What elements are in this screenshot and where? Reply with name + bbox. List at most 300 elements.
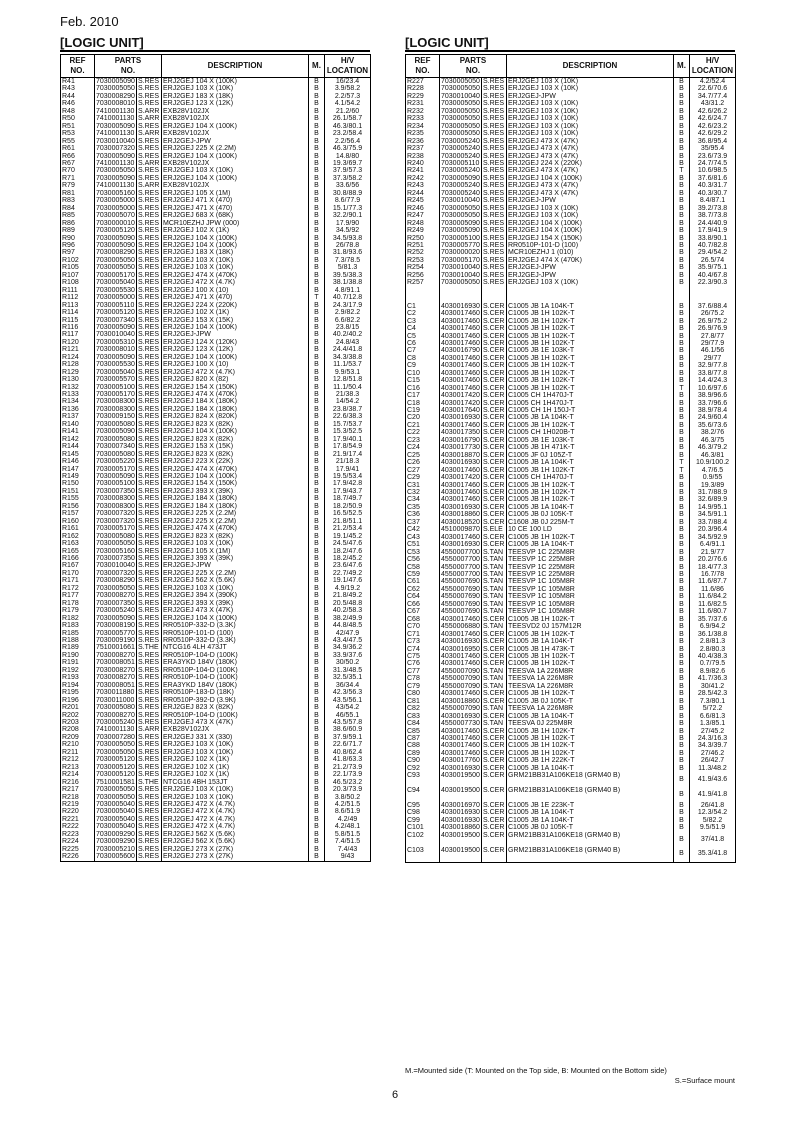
mounted-side: B [674, 616, 690, 623]
parts-no: 4030017460 [441, 332, 480, 340]
mount-type: S.CER [482, 698, 507, 705]
table-row [61, 495, 371, 502]
ref-no: R163 [61, 540, 95, 547]
description: ERJ2GEJ 104 X (100K) [162, 354, 309, 361]
hv-location: 9/43 [325, 853, 371, 861]
description: ERJ2GEJ 102 X (1K) [162, 309, 309, 316]
ref-no: R238 [406, 153, 440, 160]
mounted-side: B [309, 473, 325, 480]
mounted-side: B [674, 832, 690, 847]
mounted-side: B [674, 444, 690, 451]
parts-no: 4030016930 [441, 809, 480, 817]
parts-no: 4030017460 [441, 325, 480, 333]
hv-location: 4.8/91.1 [325, 287, 371, 294]
hv-location: 18.4/77.3 [690, 564, 736, 571]
mount-type: S.RES [137, 436, 162, 443]
table-row [61, 697, 371, 704]
description: ERJ2GEJ 103 X (10K) [507, 115, 674, 122]
hv-location: 46.3/75.9 [325, 145, 371, 152]
mount-type: S.CER [482, 631, 507, 638]
ref-no: C27 [406, 467, 440, 474]
mounted-side: B [674, 123, 690, 130]
table-row [61, 85, 371, 92]
hv-location: 26/75.2 [690, 310, 736, 317]
ref-no: C8 [406, 355, 440, 362]
table-row [406, 511, 736, 518]
hv-location: 9.9/53.1 [325, 369, 371, 376]
mount-type: S.CER [482, 832, 507, 847]
hv-location: 28.5/42.3 [690, 690, 736, 697]
mount-type: S.RES [137, 503, 162, 510]
parts-no: 4550007090 [441, 667, 480, 675]
description: ERJ2GEJ 103 X (10K) [507, 205, 674, 212]
hv-location: 21.8/49.2 [325, 592, 371, 599]
hv-location: 23.8/38.7 [325, 406, 371, 413]
mount-type: S.RES [137, 242, 162, 249]
description: C1005 JB 1H 102K-T [507, 496, 674, 503]
ref-no: R190 [61, 652, 95, 659]
mounted-side: B [674, 638, 690, 645]
parts-no: 7030007340 [96, 443, 135, 451]
mount-type: S.CER [482, 765, 507, 772]
description: ERJ2GEJ 103 X (10K) [507, 279, 674, 286]
mount-type: S.CER [482, 407, 507, 414]
ref-no: R183 [61, 622, 95, 629]
table-row [406, 325, 736, 332]
ref-no: R208 [61, 726, 95, 733]
ref-no: R178 [61, 600, 95, 607]
table-row [406, 564, 736, 571]
description: TEESVP 1C 105M8R [507, 608, 674, 615]
ref-no: C6 [406, 340, 440, 347]
table-row [61, 264, 371, 271]
table-row [406, 757, 736, 764]
description: ERJ2GEJ 473 X (47K) [507, 145, 674, 152]
hv-location: 4.2/48.1 [325, 823, 371, 830]
mounted-side: B [309, 533, 325, 540]
parts-no: 7030005050 [441, 279, 480, 287]
hv-location: 46.3/79.2 [690, 444, 736, 451]
table-row [406, 93, 736, 100]
mount-type: S.RES [137, 838, 162, 845]
mounted-side: B [674, 720, 690, 727]
table-row [61, 831, 371, 838]
ref-no: R149 [61, 473, 95, 480]
hv-location: 40.4/38.3 [690, 653, 736, 660]
parts-no: 7030010040 [96, 331, 135, 339]
parts-no: 4550007700 [441, 571, 480, 578]
description: GRM21BB31A106KE18 (GRM40 B) [507, 772, 674, 787]
description: ERJ2GEJ 103 X (10K) [507, 78, 674, 86]
mounted-side: B [309, 220, 325, 227]
mounted-side: B [674, 757, 690, 764]
hv-location: 29/77.9 [690, 340, 736, 347]
hv-location: 26.9/75.2 [690, 318, 736, 325]
mount-type: S.RES [137, 853, 162, 861]
description: C1005 JB 1H 102K-T [507, 310, 674, 317]
ref-no: C102 [406, 832, 440, 847]
table-row [406, 728, 736, 735]
mounted-side: B [309, 592, 325, 599]
mounted-side: B [674, 355, 690, 362]
mount-type: S.ARR [137, 182, 162, 189]
mounted-side: B [674, 108, 690, 115]
hv-location: 20.3/73.9 [325, 786, 371, 793]
ref-no: C71 [406, 631, 440, 638]
table-row [61, 846, 371, 853]
parts-no: 7030005240 [96, 607, 135, 615]
hv-location: 42.6/26.2 [690, 108, 736, 115]
table-row [61, 428, 371, 435]
mount-type: S.TAN [482, 586, 507, 593]
hv-location: 31.8/93.6 [325, 249, 371, 256]
mount-type: S.RES [482, 153, 507, 160]
ref-no: C82 [406, 705, 440, 712]
hv-location: 43.5/56.1 [325, 697, 371, 704]
mounted-side: B [674, 115, 690, 122]
ref-no: R222 [61, 823, 95, 830]
table-row [61, 346, 371, 353]
ref-no: R242 [406, 175, 440, 182]
description: ERJ2GEJ-JPW [162, 331, 309, 338]
hv-location: 18.2/50.9 [325, 503, 371, 510]
hv-location: 1.3/85.1 [690, 720, 736, 727]
parts-no: 7030005050 [96, 256, 135, 264]
mount-type: S.CER [482, 824, 507, 831]
ref-no: C25 [406, 452, 440, 459]
table-row [61, 242, 371, 249]
mounted-side: B [674, 534, 690, 541]
mount-type: S.RES [482, 78, 507, 86]
ref-no: C73 [406, 638, 440, 645]
ref-no: R232 [406, 108, 440, 115]
description: C1005 JB 1A 104K-T [507, 638, 674, 645]
description: ERJ2GEJ 103 X (10K) [507, 108, 674, 115]
mounted-side: B [674, 175, 690, 182]
ref-no: R160 [61, 518, 95, 525]
mounted-side: B [674, 675, 690, 682]
ref-no: R221 [61, 816, 95, 823]
table-row [406, 355, 736, 362]
mount-type: S.CER [482, 772, 507, 787]
hv-location: 27.8/77 [690, 333, 736, 340]
ref-no: R55 [61, 138, 95, 145]
ref-no: R250 [406, 235, 440, 242]
ref-no: R61 [61, 145, 95, 152]
hv-location: 17.9/90 [325, 220, 371, 227]
description: ERJ2GEJ 473 X (47K) [162, 607, 309, 614]
mount-type: S.RES [137, 384, 162, 391]
mounted-side: B [674, 646, 690, 653]
ref-no: R66 [61, 153, 95, 160]
description: TEESVA 1A 226M8R [507, 705, 674, 712]
hv-location: 16/23.4 [325, 78, 371, 86]
mounted-side: B [309, 749, 325, 756]
ref-no: C77 [406, 668, 440, 675]
parts-no: 4550007690 [441, 578, 480, 586]
mounted-side: B [674, 414, 690, 421]
description: ERJ2GEJ 153 X (15K) [162, 443, 309, 450]
mount-type: S.CER [482, 519, 507, 526]
table-row [406, 422, 736, 429]
hv-location: 37.6/81.6 [690, 175, 736, 182]
description: ERJ2GEJ-JPW [507, 272, 674, 279]
description: ERJ2GEJ 823 X (82K) [162, 421, 309, 428]
parts-no: 7030005090 [96, 428, 135, 436]
parts-no: 7030008190 [96, 622, 135, 630]
parts-no: 7030005050 [441, 115, 480, 123]
hv-location: 34.7/77.4 [690, 93, 736, 100]
ref-no: R192 [61, 667, 95, 674]
ref-no: R156 [61, 503, 95, 510]
hv-location: 26.5/74 [690, 257, 736, 264]
table-row [406, 78, 736, 86]
parts-no: 4030018520 [441, 518, 480, 526]
table-row [406, 705, 736, 712]
table-row [406, 429, 736, 436]
parts-no: 7030005050 [441, 78, 480, 85]
description: ERJ2GEJ 393 X (39K) [162, 600, 309, 607]
description: TEESVP 1C 105M8R [507, 601, 674, 608]
mounted-side: B [674, 318, 690, 325]
mount-type: S.RES [137, 637, 162, 644]
description: ERJ2GEJ 273 X (27K) [162, 846, 309, 853]
mount-type: S.CER [482, 653, 507, 660]
ref-no: R241 [406, 167, 440, 174]
ref-no: C62 [406, 586, 440, 593]
parts-no: 7030005120 [96, 771, 135, 779]
mounted-side: B [674, 93, 690, 100]
mounted-side: B [674, 474, 690, 481]
table-row [61, 615, 371, 622]
parts-no: 7030005090 [96, 614, 135, 622]
parts-no: 7030008290 [96, 577, 135, 585]
description: ERA3YKD 184V (180K) [162, 682, 309, 689]
hv-location: 38.1/38.8 [325, 279, 371, 286]
hv-location: 21.9/17.4 [325, 451, 371, 458]
ref-no: C34 [406, 496, 440, 503]
parts-no: 7030005090 [96, 122, 135, 130]
description: RR0510P-183-D (18K) [162, 689, 309, 696]
hv-location: 8.6/77.9 [325, 197, 371, 204]
table-row [406, 519, 736, 526]
parts-no: 7410001130 [95, 108, 137, 115]
mounted-side: B [309, 123, 325, 130]
ref-no: R150 [61, 480, 95, 487]
hv-location: 17.9/42.8 [325, 480, 371, 487]
parts-no: 7030010040 [441, 197, 480, 205]
mounted-side: B [309, 719, 325, 726]
mount-type: S.RES [137, 488, 162, 495]
hv-location: 37/41.8 [690, 832, 736, 847]
mounted-side: B [674, 205, 690, 212]
table-row [406, 444, 736, 451]
hv-location: 38.6/60.9 [325, 726, 371, 733]
mounted-side: B [309, 182, 325, 189]
mount-type: S.RES [137, 190, 162, 197]
parts-no: 4030017460 [441, 481, 480, 489]
ref-no: R102 [61, 257, 95, 264]
parts-no: 4510009870 [441, 526, 480, 534]
hv-location: 8.9/82.6 [690, 668, 736, 675]
table-row [406, 742, 736, 749]
ref-no: R107 [61, 272, 95, 279]
mounted-side: B [309, 376, 325, 383]
section-title-right: [LOGIC UNIT] [405, 35, 735, 52]
table-row [406, 832, 736, 847]
ref-no: R48 [61, 108, 95, 115]
mounted-side: B [674, 400, 690, 407]
parts-no: 7030007340 [96, 316, 135, 324]
table-row [61, 212, 371, 219]
hv-location: 14.8/80 [325, 153, 371, 160]
description: TEESVP 1C 105M8R [507, 586, 674, 593]
mounted-side: B [674, 303, 690, 310]
mount-type: S.RES [482, 272, 507, 279]
parts-no: 7030010040 [441, 264, 480, 272]
mount-type: S.RES [137, 78, 162, 86]
mounted-side: B [674, 100, 690, 107]
hv-location: 2.2/56.4 [325, 138, 371, 145]
description: ERJ2GEJ 103 X (10K) [162, 741, 309, 748]
parts-no: 7030005050 [96, 741, 135, 749]
table-row [61, 197, 371, 204]
parts-no: 7030005240 [96, 718, 135, 726]
ref-no: R71 [61, 175, 95, 182]
table-row [406, 817, 736, 824]
mount-type: S.TAN [482, 668, 507, 675]
parts-no: 4030019500 [440, 772, 482, 787]
hv-location: 43.5/57.8 [325, 719, 371, 726]
mounted-side: B [674, 279, 690, 286]
description: ERJ2GEJ 104 X (100K) [162, 615, 309, 622]
col-hv-header: H/V LOCATION [325, 55, 371, 78]
description: RR0510P-104-D (100K) [162, 674, 309, 681]
ref-no: R213 [61, 764, 95, 771]
mount-type: S.RES [137, 741, 162, 748]
ref-no: R202 [61, 712, 95, 719]
ref-no: C1 [406, 303, 440, 310]
hv-location: 32.6/89.9 [690, 496, 736, 503]
table-row [61, 361, 371, 368]
mount-type: S.CER [482, 757, 507, 764]
hv-location: 17.9/40.1 [325, 436, 371, 443]
mounted-side: B [674, 182, 690, 189]
table-row [406, 549, 736, 556]
col-ref-header: REF NO. [406, 55, 440, 78]
hv-location: 43.4/47.5 [325, 637, 371, 644]
description: ERJ2GEJ 102 X (1K) [162, 227, 309, 234]
ref-no: R67 [61, 160, 95, 167]
mount-type: S.CER [482, 802, 507, 809]
mount-type: S.RES [137, 518, 162, 525]
description: ERJ2GEJ 273 X (27K) [162, 853, 309, 861]
parts-no: 7030005160 [96, 547, 135, 555]
mount-type: S.RES [482, 108, 507, 115]
parts-no: 7030005600 [96, 853, 135, 861]
parts-no: 4030016970 [441, 802, 480, 810]
table-row [61, 704, 371, 711]
mount-type: S.RES [137, 145, 162, 152]
ref-no: R136 [61, 406, 95, 413]
parts-no: 7030005170 [441, 256, 480, 264]
ref-no: R165 [61, 548, 95, 555]
mount-type: S.RES [137, 398, 162, 405]
ref-no: R114 [61, 309, 95, 316]
mount-type: S.RES [482, 257, 507, 264]
table-row [61, 227, 371, 234]
hv-location: 34.5/91.1 [690, 511, 736, 518]
mounted-side: B [309, 384, 325, 391]
hv-location: 23.6/73.9 [690, 153, 736, 160]
mount-type: S.CER [482, 482, 507, 489]
mount-type: S.RES [137, 570, 162, 577]
hv-location: 6.9/94.2 [690, 623, 736, 630]
mounted-side: B [309, 287, 325, 294]
hv-location: 12.3/54.2 [690, 809, 736, 816]
hv-location: 11.6/86 [690, 586, 736, 593]
parts-no: 7030000020 [441, 249, 480, 257]
mount-type: S.RES [137, 354, 162, 361]
ref-no: R179 [61, 607, 95, 614]
parts-no: 7030005040 [96, 808, 135, 816]
mount-type: S.RES [482, 167, 507, 174]
mounted-side: B [309, 175, 325, 182]
mounted-side: B [309, 339, 325, 346]
description: ERJ2GEJ 103 X (10K) [162, 585, 309, 592]
mount-type: S.RES [137, 562, 162, 569]
ref-no: C29 [406, 474, 440, 481]
mounted-side: B [309, 823, 325, 830]
mounted-side: B [309, 503, 325, 510]
hv-location: 22.6/71.7 [325, 741, 371, 748]
mounted-side: B [309, 190, 325, 197]
ref-no: C35 [406, 504, 440, 511]
table-row [406, 586, 736, 593]
hv-location: 36.8/95.4 [690, 138, 736, 145]
hv-location: 21.8/51.1 [325, 518, 371, 525]
hv-location: 15.7/53.7 [325, 421, 371, 428]
mount-type: S.RES [137, 309, 162, 316]
mounted-side: B [309, 78, 325, 86]
table-row [61, 302, 371, 309]
table-row [61, 734, 371, 741]
mounted-side: B [309, 622, 325, 629]
mount-type: S.CER [482, 541, 507, 548]
mount-type: S.RES [137, 197, 162, 204]
hv-location: 24.8/43 [325, 339, 371, 346]
hv-location: 41.9/41.8 [690, 787, 736, 802]
parts-no: 4030018860 [441, 697, 480, 705]
hv-location: 32.5/35.1 [325, 674, 371, 681]
ref-no: C68 [406, 616, 440, 623]
parts-no: 4030017460 [441, 339, 480, 347]
parts-no: 7030005090 [96, 353, 135, 361]
hv-location: 26/42.7 [690, 757, 736, 764]
hv-location: 0.9/55 [690, 474, 736, 481]
table-row [406, 287, 736, 303]
mount-type: S.RES [482, 100, 507, 107]
hv-location: 16.5/52.5 [325, 510, 371, 517]
ref-no: C74 [406, 646, 440, 653]
hv-location: 10.6/98.5 [690, 167, 736, 174]
description: ERJ2GEJ 184 X (180K) [162, 406, 309, 413]
table-row [406, 504, 736, 511]
ref-no: R229 [406, 93, 440, 100]
mounted-side: B [309, 361, 325, 368]
parts-no: 4030017460 [441, 317, 480, 325]
mounted-side: B [674, 489, 690, 496]
